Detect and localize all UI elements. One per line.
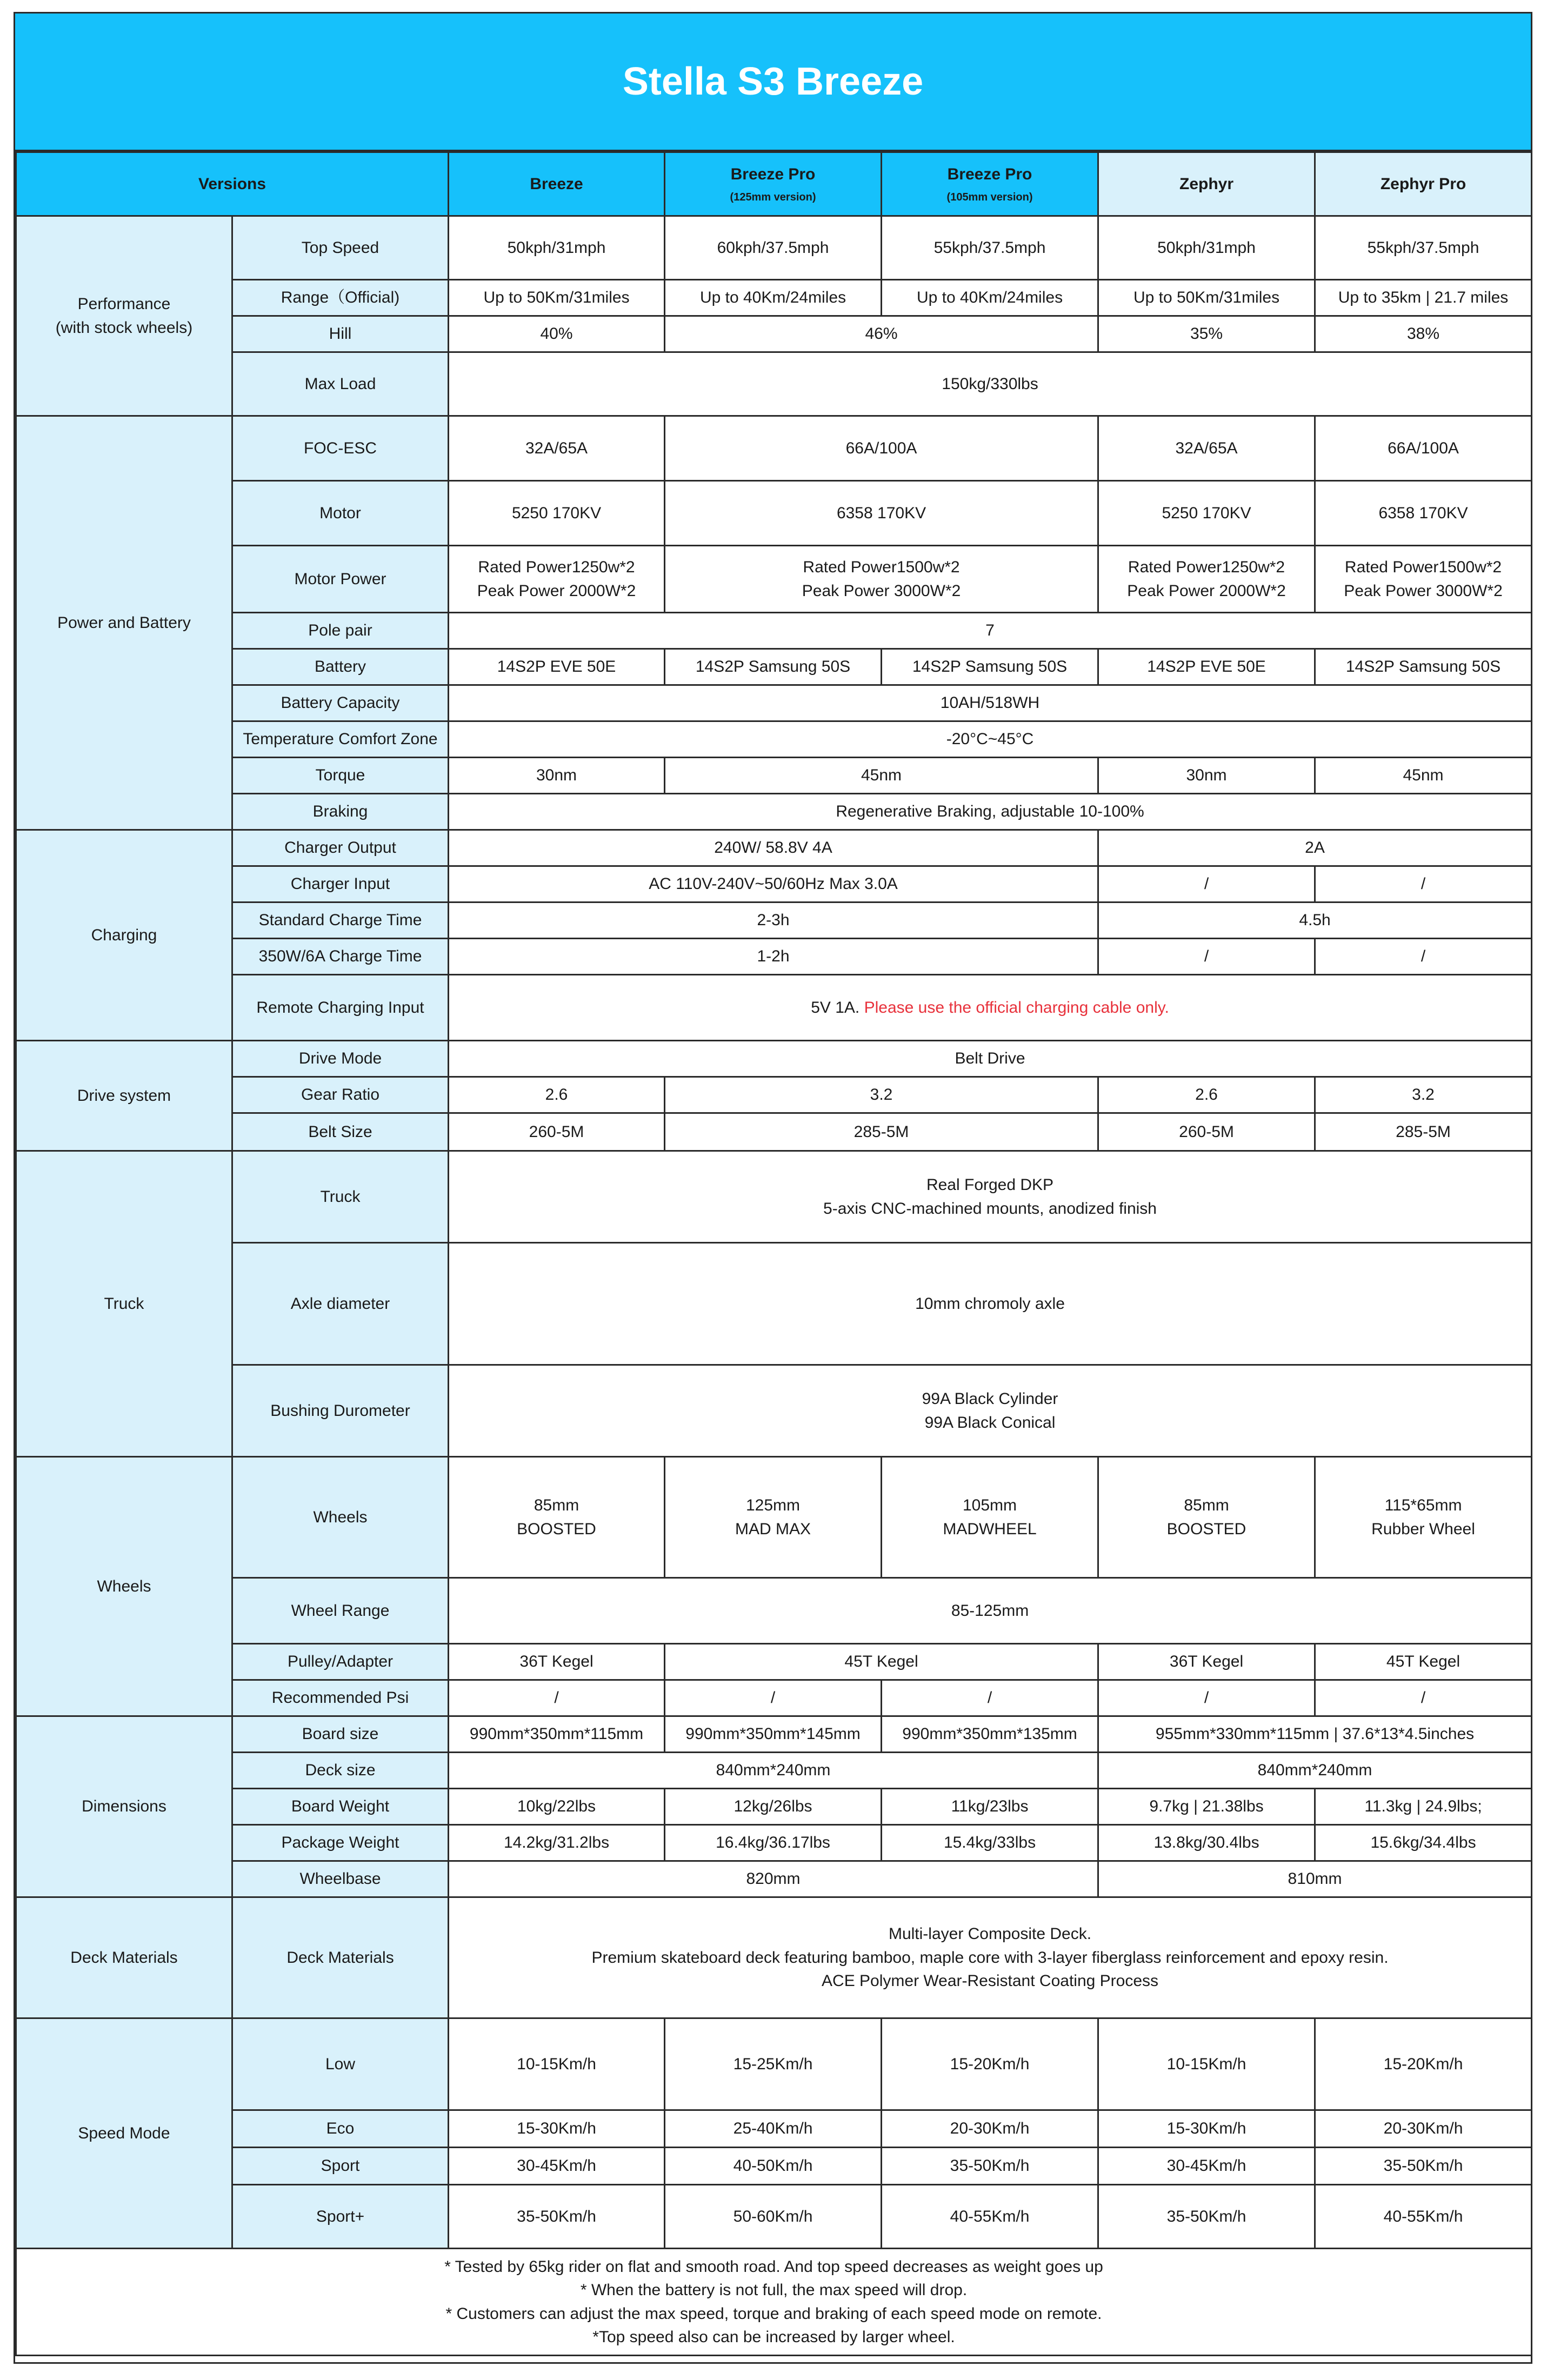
label-temperature: Temperature Comfort Zone	[232, 721, 449, 758]
value-cell: 30nm	[1098, 758, 1315, 794]
row-gear-ratio	[16, 1077, 1532, 1113]
value-cell: 15.6kg/34.4lbs	[1315, 1825, 1532, 1861]
footnote: * When the battery is not full, the max speed will drop.	[580, 2281, 968, 2299]
label-top-speed: Top Speed	[232, 216, 449, 280]
value-cell	[449, 1365, 1532, 1457]
value-cell: /	[882, 1680, 1098, 1716]
value-cell: 105mm MADWHEEL	[882, 1457, 1098, 1578]
notes-row	[16, 2249, 1532, 2356]
value-cell: /	[665, 1680, 882, 1716]
deck-line-1: Multi-layer Composite Deck.	[888, 1925, 1092, 1943]
value-cell: /	[1315, 1680, 1532, 1716]
row-board-weight	[16, 1789, 1532, 1825]
row-board-size	[16, 1716, 1532, 1753]
label-braking: Braking	[232, 794, 449, 830]
value-cell: 35-50Km/h	[1315, 2148, 1532, 2185]
row-charger-input	[16, 866, 1532, 902]
value-cell	[449, 1897, 1532, 2018]
value-cell: 14S2P Samsung 50S	[1315, 649, 1532, 685]
value-cell: 15-20Km/h	[1315, 2018, 1532, 2110]
footnote: * Tested by 65kg rider on flat and smooth road. And top speed decreases as weight goes up	[444, 2257, 1103, 2276]
section-speed-mode: Speed Mode	[16, 2018, 232, 2249]
value-cell: AC 110V-240V~50/60Hz Max 3.0A	[449, 866, 1098, 902]
value-cell: 55kph/37.5mph	[1315, 216, 1532, 280]
value-cell: Rated Power1500w*2 Peak Power 3000W*2	[665, 546, 1098, 613]
label-range: Range（Official)	[232, 280, 449, 316]
value-cell: 115*65mm Rubber Wheel	[1315, 1457, 1532, 1578]
row-battery	[16, 649, 1532, 685]
value-cell: 840mm*240mm	[1098, 1753, 1532, 1789]
value-cell: 14S2P EVE 50E	[1098, 649, 1315, 685]
value-cell: 10AH/518WH	[449, 685, 1532, 721]
label-wheelbase: Wheelbase	[232, 1861, 449, 1897]
value-cell: 955mm*330mm*115mm | 37.6*13*4.5inches	[1098, 1716, 1532, 1753]
row-hill	[16, 316, 1532, 352]
row-braking	[16, 794, 1532, 830]
label-bushing: Bushing Durometer	[232, 1365, 449, 1457]
value-cell: 35-50Km/h	[449, 2185, 665, 2249]
label-drive-mode: Drive Mode	[232, 1041, 449, 1077]
deck-line-3: ACE Polymer Wear-Resistant Coating Process	[822, 1972, 1159, 1990]
value-cell: 85-125mm	[449, 1578, 1532, 1644]
value-cell: 45T Kegel	[665, 1644, 1098, 1680]
model-header-zephyr: Zephyr	[1098, 152, 1315, 216]
value-cell: 125mm MAD MAX	[665, 1457, 882, 1578]
label-sport-plus: Sport+	[232, 2185, 449, 2249]
value-cell: 11kg/23lbs	[882, 1789, 1098, 1825]
value-cell: 2-3h	[449, 902, 1098, 939]
row-max-load	[16, 352, 1532, 416]
value-cell: 4.5h	[1098, 902, 1532, 939]
value-cell: 5250 170KV	[1098, 481, 1315, 546]
label-gear-ratio: Gear Ratio	[232, 1077, 449, 1113]
value-cell: 40-50Km/h	[665, 2148, 882, 2185]
value-cell: 2.6	[449, 1077, 665, 1113]
section-dimensions: Dimensions	[16, 1716, 232, 1897]
value-cell: 240W/ 58.8V 4A	[449, 830, 1098, 866]
value-cell: 260-5M	[449, 1113, 665, 1151]
label-board-size: Board size	[232, 1716, 449, 1753]
value-cell: 285-5M	[665, 1113, 1098, 1151]
value-cell: 10mm chromoly axle	[449, 1243, 1532, 1365]
value-cell: 840mm*240mm	[449, 1753, 1098, 1789]
value-cell: 13.8kg/30.4lbs	[1098, 1825, 1315, 1861]
value-cell: 40%	[449, 316, 665, 352]
value-cell: 50-60Km/h	[665, 2185, 882, 2249]
value-cell: 15-20Km/h	[882, 2018, 1098, 2110]
value-cell: 260-5M	[1098, 1113, 1315, 1151]
value-cell: Up to 50Km/31miles	[1098, 280, 1315, 316]
row-truck	[16, 1151, 1532, 1243]
model-header-breeze-pro-105: Breeze Pro (105mm version)	[882, 152, 1098, 216]
row-package-weight	[16, 1825, 1532, 1861]
bushing-line-1: 99A Black Cylinder	[922, 1390, 1058, 1408]
truck-line-2: 5-axis CNC-machined mounts, anodized finish	[823, 1199, 1157, 1218]
value-cell: 990mm*350mm*135mm	[882, 1716, 1098, 1753]
value-cell: 14S2P EVE 50E	[449, 649, 665, 685]
value-cell: 32A/65A	[449, 416, 665, 481]
value-cell: 10-15Km/h	[449, 2018, 665, 2110]
value-cell: 38%	[1315, 316, 1532, 352]
value-cell: 6358 170KV	[1315, 481, 1532, 546]
model-header-breeze: Breeze	[449, 152, 665, 216]
deck-line-2: Premium skateboard deck featuring bamboo, maple core with 3-layer fiberglass reinforcement and epoxy resin.	[591, 1948, 1389, 1967]
value-cell: -20°C~45°C	[449, 721, 1532, 758]
value-cell: 20-30Km/h	[882, 2110, 1098, 2148]
value-cell: Rated Power1250w*2 Peak Power 2000W*2	[449, 546, 665, 613]
value-cell: Belt Drive	[449, 1041, 1532, 1077]
value-cell: 20-30Km/h	[1315, 2110, 1532, 2148]
label-package-weight: Package Weight	[232, 1825, 449, 1861]
label-pole-pair: Pole pair	[232, 613, 449, 649]
section-truck: Truck	[16, 1151, 232, 1457]
bushing-line-2: 99A Black Conical	[924, 1413, 1056, 1432]
label-eco: Eco	[232, 2110, 449, 2148]
value-cell: 150kg/330lbs	[449, 352, 1532, 416]
value-cell: 9.7kg | 21.38lbs	[1098, 1789, 1315, 1825]
label-charger-input: Charger Input	[232, 866, 449, 902]
value-cell: 16.4kg/36.17lbs	[665, 1825, 882, 1861]
row-psi	[16, 1680, 1532, 1716]
value-cell: 46%	[665, 316, 1098, 352]
row-wheelbase	[16, 1861, 1532, 1897]
label-foc-esc: FOC-ESC	[232, 416, 449, 481]
value-cell: 35%	[1098, 316, 1315, 352]
value-cell: 85mm BOOSTED	[1098, 1457, 1315, 1578]
row-wheel-range	[16, 1578, 1532, 1644]
label-motor: Motor	[232, 481, 449, 546]
label-remote-charging: Remote Charging Input	[232, 975, 449, 1041]
value-cell: /	[1315, 939, 1532, 975]
label-standard-charge: Standard Charge Time	[232, 902, 449, 939]
row-deck-materials	[16, 1897, 1532, 2018]
row-battery-capacity	[16, 685, 1532, 721]
truck-line-1: Real Forged DKP	[926, 1176, 1054, 1194]
footnote: *Top speed also can be increased by larger wheel.	[592, 2328, 955, 2346]
value-cell: 60kph/37.5mph	[665, 216, 882, 280]
label-wheel-range: Wheel Range	[232, 1578, 449, 1644]
value-cell: 7	[449, 613, 1532, 649]
value-cell: /	[1098, 939, 1315, 975]
label-charger-output: Charger Output	[232, 830, 449, 866]
value-cell: 32A/65A	[1098, 416, 1315, 481]
value-cell: 285-5M	[1315, 1113, 1532, 1151]
value-cell: 15-25Km/h	[665, 2018, 882, 2110]
row-top-speed	[16, 216, 1532, 280]
label-fast-charge: 350W/6A Charge Time	[232, 939, 449, 975]
value-cell: Up to 50Km/31miles	[449, 280, 665, 316]
row-axle	[16, 1243, 1532, 1365]
row-charger-output	[16, 830, 1532, 866]
label-belt-size: Belt Size	[232, 1113, 449, 1151]
value-cell: 11.3kg | 24.9lbs;	[1315, 1789, 1532, 1825]
page-title: Stella S3 Breeze	[622, 60, 924, 103]
value-cell: /	[1098, 866, 1315, 902]
value-cell: 12kg/26lbs	[665, 1789, 882, 1825]
label-pulley: Pulley/Adapter	[232, 1644, 449, 1680]
label-deck-materials: Deck Materials	[232, 1897, 449, 2018]
value-cell: /	[1098, 1680, 1315, 1716]
label-max-load: Max Load	[232, 352, 449, 416]
label-truck: Truck	[232, 1151, 449, 1243]
label-low: Low	[232, 2018, 449, 2110]
row-bushing	[16, 1365, 1532, 1457]
value-cell: 30-45Km/h	[1098, 2148, 1315, 2185]
value-cell: 2.6	[1098, 1077, 1315, 1113]
label-torque: Torque	[232, 758, 449, 794]
value-cell: 25-40Km/h	[665, 2110, 882, 2148]
model-header-breeze-pro-125: Breeze Pro (125mm version)	[665, 152, 882, 216]
value-cell: 3.2	[665, 1077, 1098, 1113]
model-header-zephyr-pro: Zephyr Pro	[1315, 152, 1532, 216]
row-foc-esc	[16, 416, 1532, 481]
row-speed-low	[16, 2018, 1532, 2110]
value-cell	[449, 1151, 1532, 1243]
versions-header: Versions	[16, 152, 449, 216]
value-cell: 6358 170KV	[665, 481, 1098, 546]
value-cell: 14S2P Samsung 50S	[665, 649, 882, 685]
section-deck-materials: Deck Materials	[16, 1897, 232, 2018]
cable-warning: Please use the official charging cable only.	[864, 998, 1169, 1017]
label-battery: Battery	[232, 649, 449, 685]
section-charging: Charging	[16, 830, 232, 1041]
value-cell: 820mm	[449, 1861, 1098, 1897]
value-cell	[449, 975, 1532, 1041]
section-performance: Performance (with stock wheels)	[16, 216, 232, 416]
row-fast-charge	[16, 939, 1532, 975]
value-cell: 1-2h	[449, 939, 1098, 975]
value-cell: 66A/100A	[665, 416, 1098, 481]
value-cell: 50kph/31mph	[1098, 216, 1315, 280]
value-cell: 30-45Km/h	[449, 2148, 665, 2185]
row-remote-charging	[16, 975, 1532, 1041]
value-cell: 36T Kegel	[1098, 1644, 1315, 1680]
label-deck-size: Deck size	[232, 1753, 449, 1789]
value-cell: /	[449, 1680, 665, 1716]
row-motor	[16, 481, 1532, 546]
row-standard-charge	[16, 902, 1532, 939]
value-cell: Rated Power1250w*2 Peak Power 2000W*2	[1098, 546, 1315, 613]
spec-table	[15, 151, 1532, 2356]
label-wheels: Wheels	[232, 1457, 449, 1578]
header-row	[16, 152, 1532, 216]
value-cell: 990mm*350mm*115mm	[449, 1716, 665, 1753]
row-deck-size	[16, 1753, 1532, 1789]
section-power-battery: Power and Battery	[16, 416, 232, 830]
row-speed-eco	[16, 2110, 1532, 2148]
spec-sheet	[14, 12, 1532, 2364]
row-pole-pair	[16, 613, 1532, 649]
value-cell: 85mm BOOSTED	[449, 1457, 665, 1578]
row-pulley	[16, 1644, 1532, 1680]
value-cell: 55kph/37.5mph	[882, 216, 1098, 280]
value-cell: 2A	[1098, 830, 1532, 866]
label-hill: Hill	[232, 316, 449, 352]
row-motor-power	[16, 546, 1532, 613]
value-cell: 30nm	[449, 758, 665, 794]
value-cell: 3.2	[1315, 1077, 1532, 1113]
value-cell: Rated Power1500w*2 Peak Power 3000W*2	[1315, 546, 1532, 613]
row-belt-size	[16, 1113, 1532, 1151]
value-cell: 40-55Km/h	[882, 2185, 1098, 2249]
footnotes	[16, 2249, 1532, 2356]
row-wheels	[16, 1457, 1532, 1578]
value-cell: 990mm*350mm*145mm	[665, 1716, 882, 1753]
row-range	[16, 280, 1532, 316]
section-drive-system: Drive system	[16, 1041, 232, 1151]
value-cell: Up to 40Km/24miles	[882, 280, 1098, 316]
value-cell: 15.4kg/33lbs	[882, 1825, 1098, 1861]
value-cell: 810mm	[1098, 1861, 1532, 1897]
value-cell: 15-30Km/h	[1098, 2110, 1315, 2148]
value-cell: 36T Kegel	[449, 1644, 665, 1680]
title-banner	[15, 14, 1531, 151]
value-cell: 5250 170KV	[449, 481, 665, 546]
value-cell: 10-15Km/h	[1098, 2018, 1315, 2110]
label-axle: Axle diameter	[232, 1243, 449, 1365]
value-cell: 14.2kg/31.2lbs	[449, 1825, 665, 1861]
label-board-weight: Board Weight	[232, 1789, 449, 1825]
value-cell: Regenerative Braking, adjustable 10-100%	[449, 794, 1532, 830]
label-battery-capacity: Battery Capacity	[232, 685, 449, 721]
label-sport: Sport	[232, 2148, 449, 2185]
value-cell: 45nm	[665, 758, 1098, 794]
value-cell: 14S2P Samsung 50S	[882, 649, 1098, 685]
value-cell: /	[1315, 866, 1532, 902]
value-cell: 45nm	[1315, 758, 1532, 794]
row-speed-sport-plus	[16, 2185, 1532, 2249]
label-psi: Recommended Psi	[232, 1680, 449, 1716]
row-drive-mode	[16, 1041, 1532, 1077]
value-cell: 66A/100A	[1315, 416, 1532, 481]
row-temperature	[16, 721, 1532, 758]
row-speed-sport	[16, 2148, 1532, 2185]
value-cell: 10kg/22lbs	[449, 1789, 665, 1825]
label-motor-power: Motor Power	[232, 546, 449, 613]
value-cell: 15-30Km/h	[449, 2110, 665, 2148]
value-cell: Up to 40Km/24miles	[665, 280, 882, 316]
row-torque	[16, 758, 1532, 794]
value-cell: 50kph/31mph	[449, 216, 665, 280]
value-cell: 45T Kegel	[1315, 1644, 1532, 1680]
footnote: * Customers can adjust the max speed, torque and braking of each speed mode on remote.	[445, 2304, 1102, 2323]
remote-charging-spec: 5V 1A.	[811, 998, 860, 1017]
section-wheels: Wheels	[16, 1457, 232, 1716]
value-cell: 40-55Km/h	[1315, 2185, 1532, 2249]
value-cell: 35-50Km/h	[1098, 2185, 1315, 2249]
value-cell: 35-50Km/h	[882, 2148, 1098, 2185]
value-cell: Up to 35km | 21.7 miles	[1315, 280, 1532, 316]
